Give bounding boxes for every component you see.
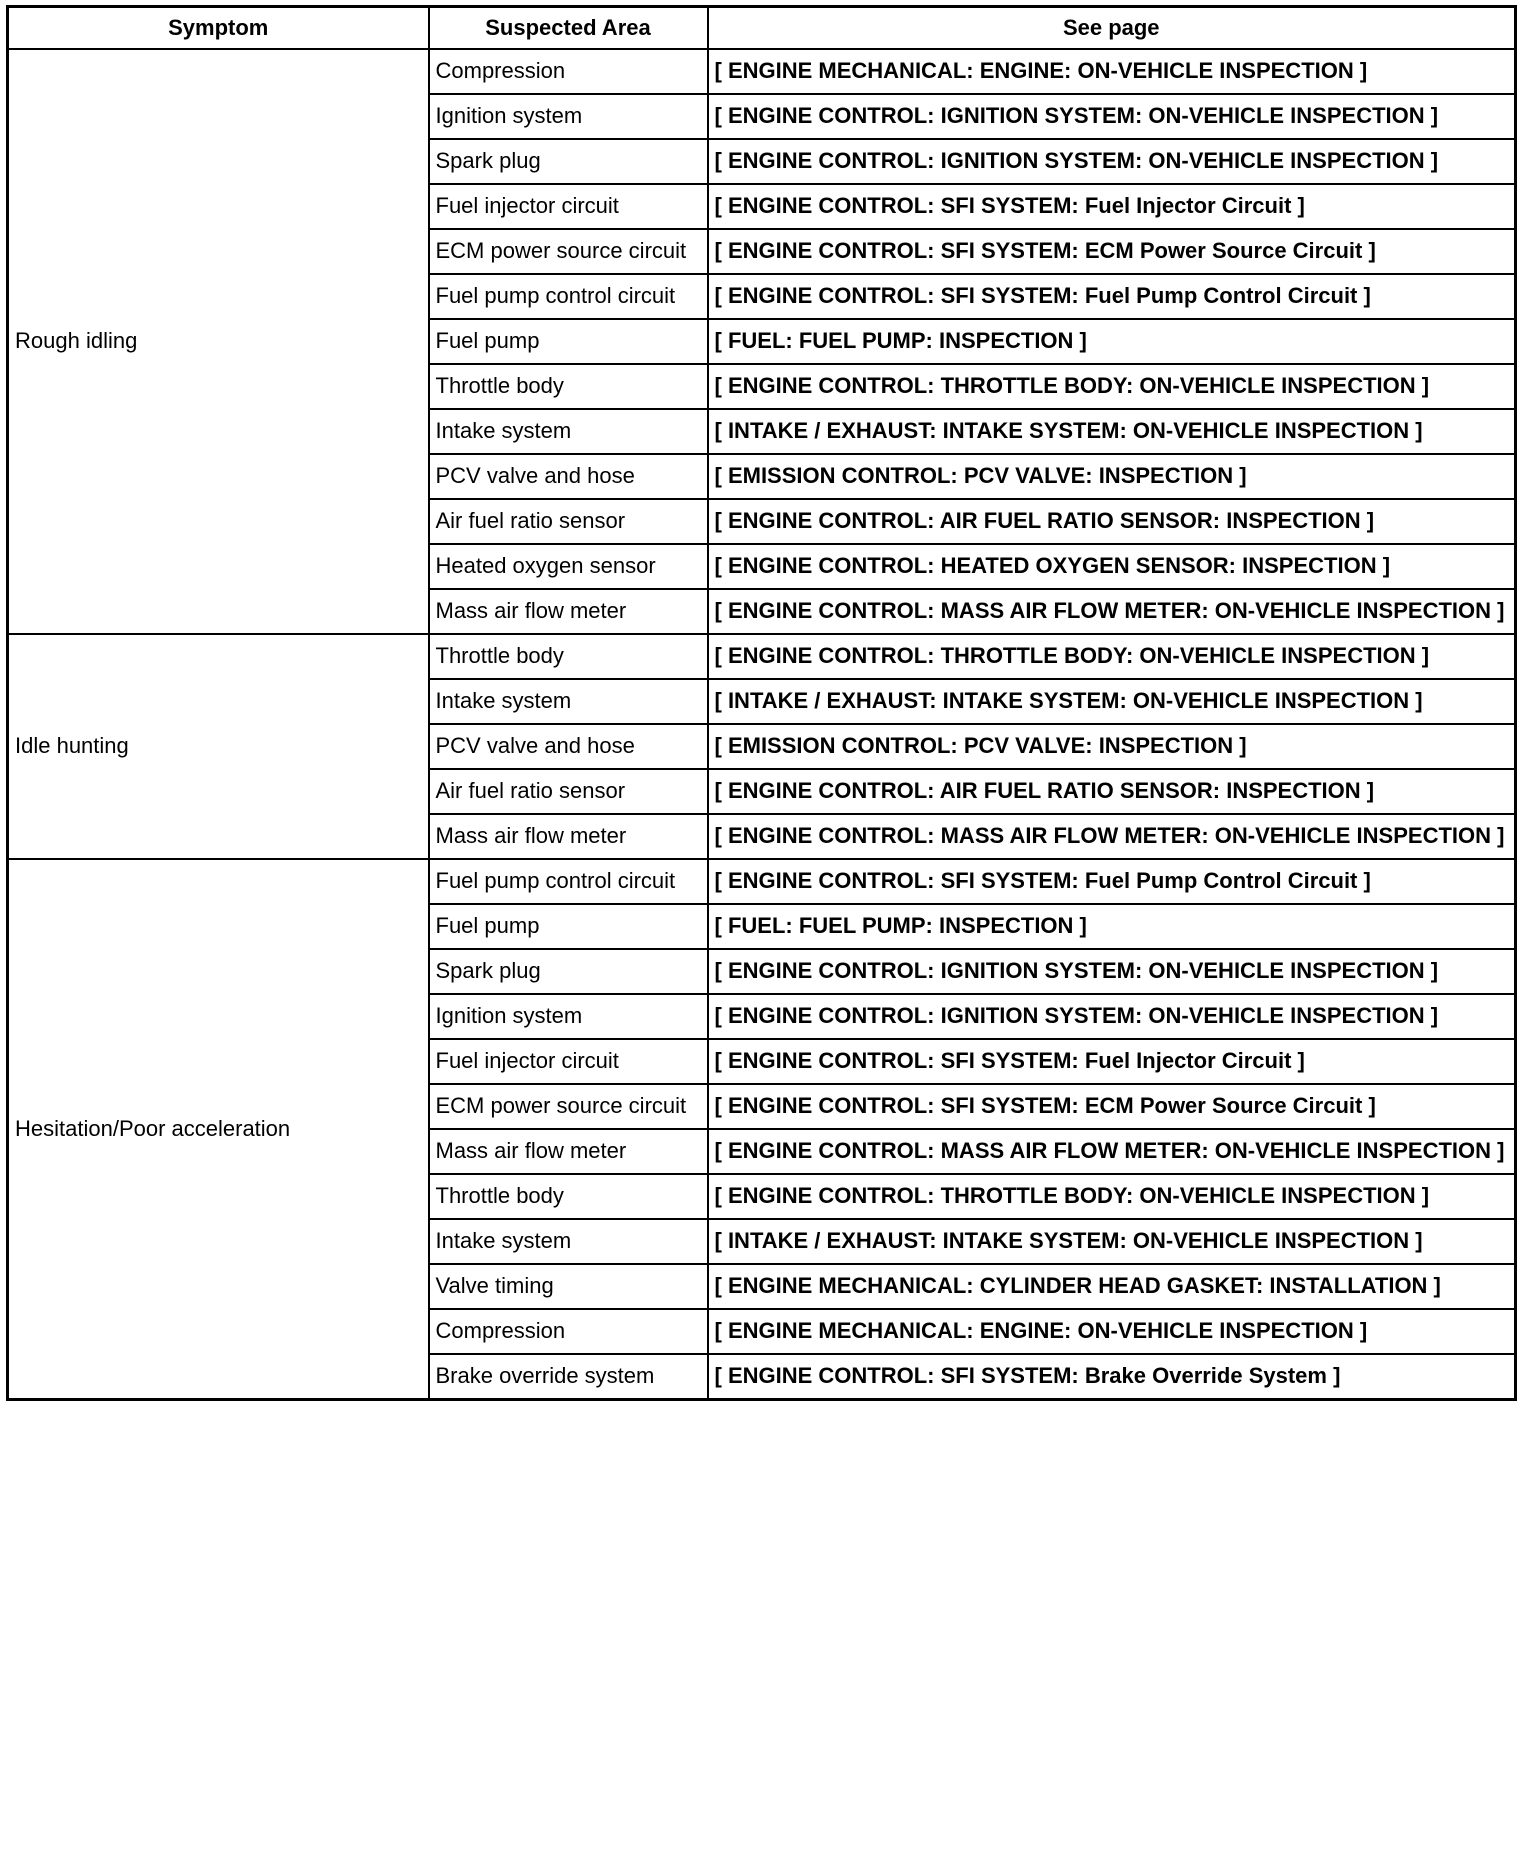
suspected-area-cell: ECM power source circuit: [429, 229, 708, 274]
table-row: [8, 49, 1516, 94]
suspected-area-cell: Air fuel ratio sensor: [429, 769, 708, 814]
see-page-link[interactable]: [ ENGINE CONTROL: MASS AIR FLOW METER: ON-VEHICLE INSPECTION ]: [708, 814, 1516, 859]
table-row: [8, 634, 1516, 679]
suspected-area-cell: PCV valve and hose: [429, 724, 708, 769]
see-page-link[interactable]: [ ENGINE CONTROL: SFI SYSTEM: ECM Power Source Circuit ]: [708, 229, 1516, 274]
suspected-area-cell: Throttle body: [429, 364, 708, 409]
header-see-page: See page: [708, 7, 1516, 50]
suspected-area-cell: Air fuel ratio sensor: [429, 499, 708, 544]
see-page-link[interactable]: [ ENGINE CONTROL: MASS AIR FLOW METER: ON-VEHICLE INSPECTION ]: [708, 589, 1516, 634]
see-page-link[interactable]: [ ENGINE CONTROL: SFI SYSTEM: Fuel Injector Circuit ]: [708, 1039, 1516, 1084]
see-page-link[interactable]: [ ENGINE CONTROL: THROTTLE BODY: ON-VEHICLE INSPECTION ]: [708, 364, 1516, 409]
see-page-link[interactable]: [ ENGINE CONTROL: AIR FUEL RATIO SENSOR: INSPECTION ]: [708, 499, 1516, 544]
suspected-area-cell: Brake override system: [429, 1354, 708, 1400]
suspected-area-cell: Fuel pump: [429, 319, 708, 364]
suspected-area-cell: Ignition system: [429, 94, 708, 139]
suspected-area-cell: Heated oxygen sensor: [429, 544, 708, 589]
symptom-cell: Idle hunting: [8, 634, 429, 859]
header-symptom: Symptom: [8, 7, 429, 50]
suspected-area-cell: Mass air flow meter: [429, 814, 708, 859]
see-page-link[interactable]: [ ENGINE CONTROL: THROTTLE BODY: ON-VEHICLE INSPECTION ]: [708, 634, 1516, 679]
see-page-link[interactable]: [ ENGINE CONTROL: SFI SYSTEM: ECM Power Source Circuit ]: [708, 1084, 1516, 1129]
see-page-link[interactable]: [ ENGINE CONTROL: IGNITION SYSTEM: ON-VEHICLE INSPECTION ]: [708, 994, 1516, 1039]
see-page-link[interactable]: [ ENGINE CONTROL: SFI SYSTEM: Fuel Pump Control Circuit ]: [708, 859, 1516, 904]
suspected-area-cell: Spark plug: [429, 139, 708, 184]
see-page-link[interactable]: [ ENGINE CONTROL: SFI SYSTEM: Fuel Pump Control Circuit ]: [708, 274, 1516, 319]
symptom-cell: Rough idling: [8, 49, 429, 634]
see-page-link[interactable]: [ ENGINE CONTROL: MASS AIR FLOW METER: ON-VEHICLE INSPECTION ]: [708, 1129, 1516, 1174]
see-page-link[interactable]: [ ENGINE CONTROL: THROTTLE BODY: ON-VEHICLE INSPECTION ]: [708, 1174, 1516, 1219]
suspected-area-cell: Spark plug: [429, 949, 708, 994]
see-page-link[interactable]: [ ENGINE CONTROL: SFI SYSTEM: Brake Override System ]: [708, 1354, 1516, 1400]
see-page-link[interactable]: [ INTAKE / EXHAUST: INTAKE SYSTEM: ON-VEHICLE INSPECTION ]: [708, 409, 1516, 454]
suspected-area-cell: Intake system: [429, 409, 708, 454]
suspected-area-cell: Intake system: [429, 679, 708, 724]
see-page-link[interactable]: [ FUEL: FUEL PUMP: INSPECTION ]: [708, 904, 1516, 949]
suspected-area-cell: Fuel pump control circuit: [429, 859, 708, 904]
see-page-link[interactable]: [ INTAKE / EXHAUST: INTAKE SYSTEM: ON-VEHICLE INSPECTION ]: [708, 679, 1516, 724]
header-row: [8, 7, 1516, 50]
see-page-link[interactable]: [ INTAKE / EXHAUST: INTAKE SYSTEM: ON-VEHICLE INSPECTION ]: [708, 1219, 1516, 1264]
suspected-area-cell: PCV valve and hose: [429, 454, 708, 499]
suspected-area-cell: Mass air flow meter: [429, 589, 708, 634]
suspected-area-cell: Valve timing: [429, 1264, 708, 1309]
see-page-link[interactable]: [ ENGINE CONTROL: IGNITION SYSTEM: ON-VEHICLE INSPECTION ]: [708, 949, 1516, 994]
see-page-link[interactable]: [ ENGINE CONTROL: SFI SYSTEM: Fuel Injector Circuit ]: [708, 184, 1516, 229]
suspected-area-cell: Throttle body: [429, 634, 708, 679]
see-page-link[interactable]: [ ENGINE MECHANICAL: ENGINE: ON-VEHICLE INSPECTION ]: [708, 49, 1516, 94]
header-suspected-area: Suspected Area: [429, 7, 708, 50]
suspected-area-cell: Fuel pump: [429, 904, 708, 949]
see-page-link[interactable]: [ ENGINE MECHANICAL: ENGINE: ON-VEHICLE INSPECTION ]: [708, 1309, 1516, 1354]
suspected-area-cell: Intake system: [429, 1219, 708, 1264]
suspected-area-cell: Fuel injector circuit: [429, 184, 708, 229]
suspected-area-cell: Compression: [429, 1309, 708, 1354]
symptom-cell: Hesitation/Poor acceleration: [8, 859, 429, 1400]
see-page-link[interactable]: [ ENGINE CONTROL: HEATED OXYGEN SENSOR: INSPECTION ]: [708, 544, 1516, 589]
see-page-link[interactable]: [ ENGINE CONTROL: AIR FUEL RATIO SENSOR: INSPECTION ]: [708, 769, 1516, 814]
suspected-area-cell: Fuel pump control circuit: [429, 274, 708, 319]
troubleshooting-table: [6, 5, 1517, 1401]
see-page-link[interactable]: [ ENGINE CONTROL: IGNITION SYSTEM: ON-VEHICLE INSPECTION ]: [708, 94, 1516, 139]
see-page-link[interactable]: [ ENGINE MECHANICAL: CYLINDER HEAD GASKET: INSTALLATION ]: [708, 1264, 1516, 1309]
suspected-area-cell: Fuel injector circuit: [429, 1039, 708, 1084]
suspected-area-cell: Compression: [429, 49, 708, 94]
suspected-area-cell: Mass air flow meter: [429, 1129, 708, 1174]
see-page-link[interactable]: [ EMISSION CONTROL: PCV VALVE: INSPECTION ]: [708, 724, 1516, 769]
see-page-link[interactable]: [ ENGINE CONTROL: IGNITION SYSTEM: ON-VEHICLE INSPECTION ]: [708, 139, 1516, 184]
see-page-link[interactable]: [ EMISSION CONTROL: PCV VALVE: INSPECTION ]: [708, 454, 1516, 499]
suspected-area-cell: Ignition system: [429, 994, 708, 1039]
suspected-area-cell: Throttle body: [429, 1174, 708, 1219]
table-row: [8, 859, 1516, 904]
suspected-area-cell: ECM power source circuit: [429, 1084, 708, 1129]
see-page-link[interactable]: [ FUEL: FUEL PUMP: INSPECTION ]: [708, 319, 1516, 364]
